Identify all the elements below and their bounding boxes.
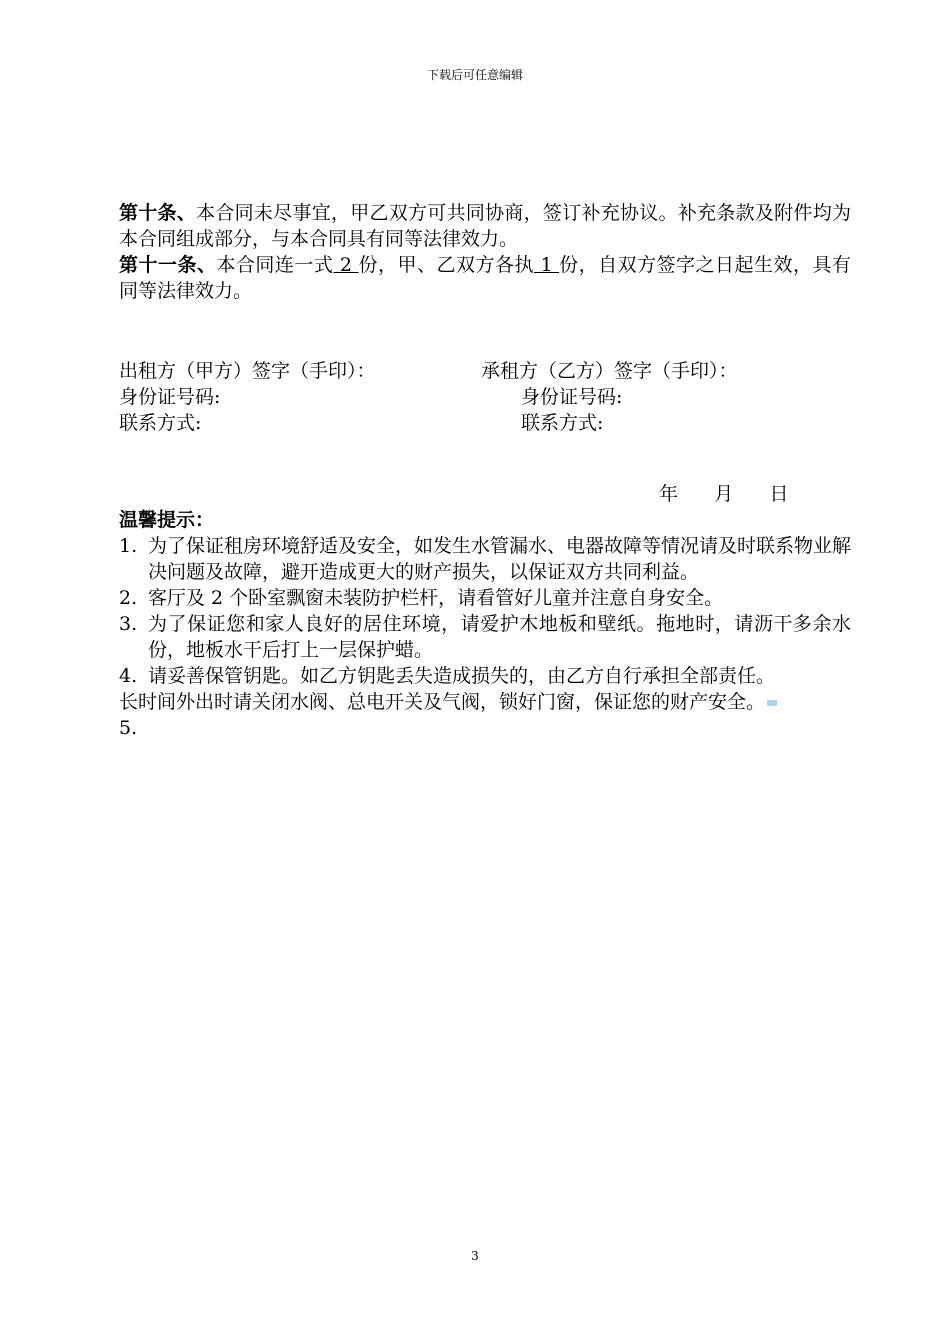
page-header: 下载后可任意编辑: [426, 68, 523, 82]
copies-total: 2: [333, 254, 359, 276]
article-11-text-b: 份，甲、乙双方各执: [358, 254, 534, 276]
article-11: [119, 252, 851, 304]
article-10-label: 第十条、: [119, 202, 197, 224]
list-item: 1. 为了保证租房环境舒适及安全，如发生水管漏水、电器故障等情况请及时联系物业解决问题及故障，避开造成更大的财产损失，以保证双方共同利益。: [119, 535, 852, 583]
lessee-contact-label: 联系方式:: [521, 412, 604, 434]
list-item: 3. 为了保证您和家人良好的居住环境，请爱护木地板和壁纸。拖地时，请沥干多余水份，地板水干后打上一层保护蜡。: [119, 613, 851, 661]
lessor-signature-label: 出租方（甲方）签字（手印）：: [119, 360, 376, 382]
tips-extra: 长时间外出时请关闭水阀、总电开关及气阀，锁好门窗，保证您的财产安全。: [119, 689, 851, 715]
article-11-text-a: 本合同连一式: [216, 254, 334, 276]
date-line: 年 月 日: [659, 483, 789, 505]
tips-title: 温馨提示：: [119, 509, 215, 531]
tips-item-5-number: 5.: [119, 717, 138, 739]
lessor-contact-label: 联系方式:: [119, 412, 202, 434]
article-10: [119, 200, 851, 252]
article-11-label: 第十一条、: [119, 254, 217, 276]
lessor-id-label: 身份证号码:: [119, 386, 221, 408]
lessee-signature-label: 承租方（乙方）签字（手印）：: [481, 360, 738, 382]
date-row: [119, 481, 851, 507]
highlight-mark: [767, 700, 777, 706]
document-body: [119, 200, 851, 741]
article-11-text-c: 份，自双方签字之日起生效，具有同等法律效力。: [119, 254, 851, 302]
copies-each: 1: [533, 254, 560, 276]
list-item: 2. 客厅及 2 个卧室飘窗未装防护栏杆，请看管好儿童并注意自身安全。: [119, 587, 724, 609]
list-item: 4. 请妥善保管钥匙。如乙方钥匙丢失造成损失的，由乙方自行承担全部责任。: [119, 665, 776, 687]
lessee-id-label: 身份证号码:: [521, 386, 623, 408]
signature-row: [119, 358, 851, 384]
contact-row: [119, 410, 851, 436]
tips-list: [119, 533, 851, 689]
page-number: 3: [471, 1249, 479, 1263]
id-number-row: [119, 384, 851, 410]
article-10-text: 本合同未尽事宜，甲乙双方可共同协商，签订补充协议。补充条款及附件均为本合同组成部分，与本合同具有同等法律效力。: [119, 202, 851, 250]
